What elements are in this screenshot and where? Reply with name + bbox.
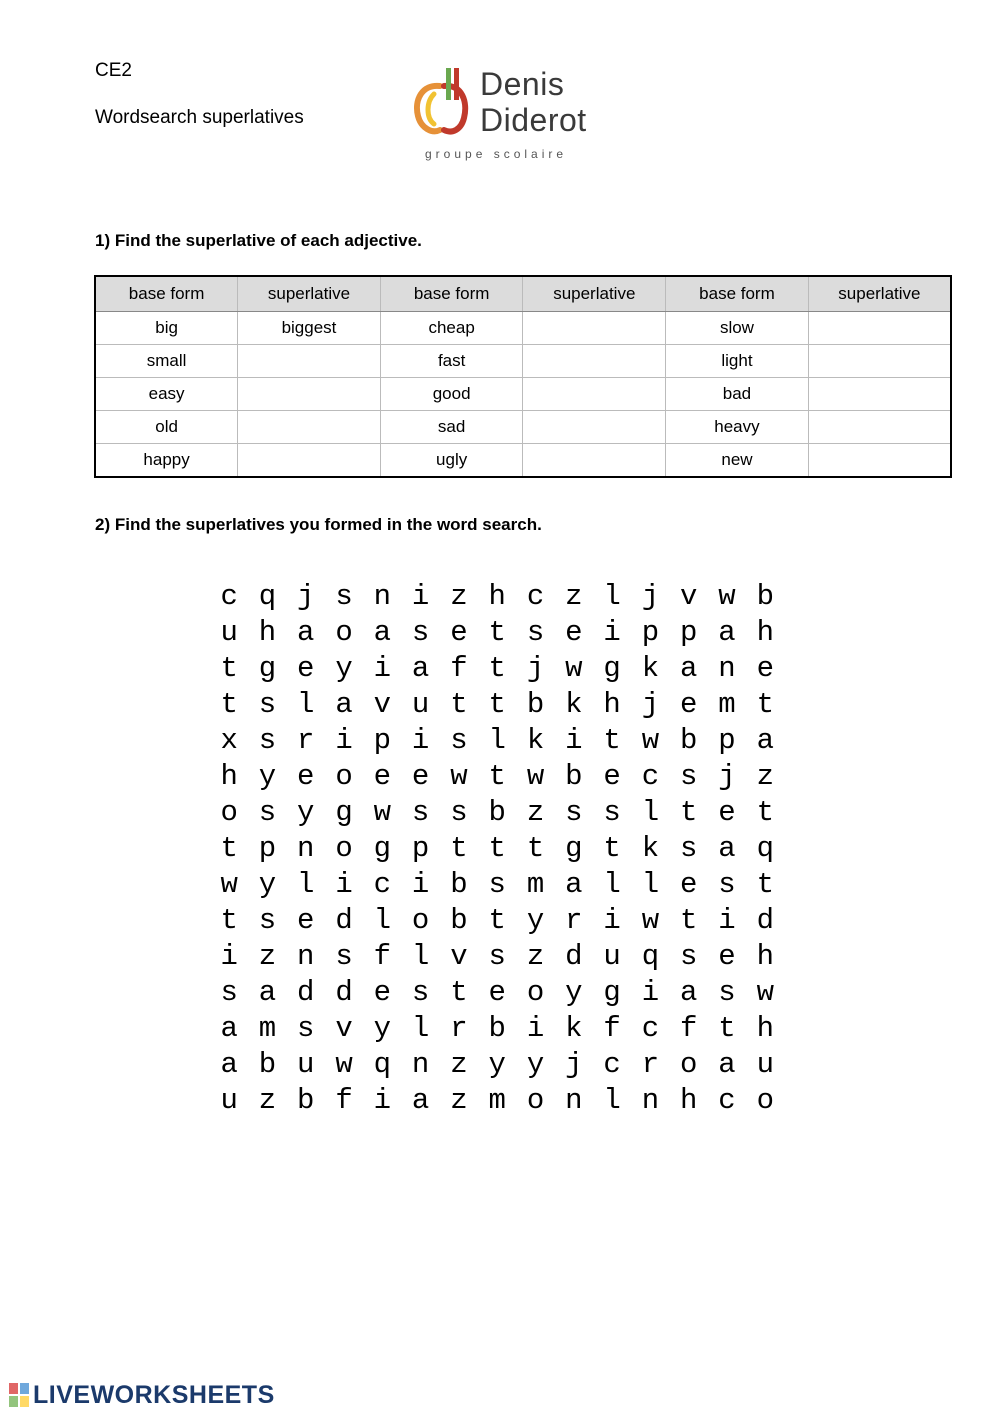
word-search-letter[interactable]: z: [526, 795, 545, 829]
word-search-letter[interactable]: e: [565, 615, 583, 649]
word-search-letter[interactable]: h: [756, 1011, 774, 1045]
word-search-letter[interactable]: s: [450, 723, 468, 757]
header-superlative: superlative: [238, 276, 381, 312]
word-search-letter[interactable]: d: [335, 975, 353, 1009]
base-form-cell: slow: [666, 312, 809, 345]
word-search-letter[interactable]: i: [526, 1011, 545, 1045]
word-search-letter[interactable]: z: [450, 1083, 468, 1117]
word-search-letter[interactable]: x: [220, 723, 238, 757]
word-search-letter[interactable]: a: [680, 651, 698, 685]
superlative-cell[interactable]: [523, 378, 666, 411]
word-search-letter[interactable]: a: [335, 687, 353, 721]
word-search-letter[interactable]: n: [297, 831, 315, 865]
word-search-letter[interactable]: t: [526, 831, 545, 865]
word-search-letter[interactable]: i: [641, 975, 660, 1009]
word-search-letter[interactable]: o: [526, 975, 545, 1009]
word-search-letter[interactable]: j: [641, 579, 660, 613]
word-search-letter[interactable]: s: [411, 975, 430, 1009]
word-search-letter[interactable]: g: [373, 831, 392, 865]
word-search-row: [210, 938, 784, 974]
word-search-letter[interactable]: e: [297, 903, 315, 937]
word-search-letter[interactable]: b: [258, 1047, 277, 1081]
word-search-letter[interactable]: e: [718, 939, 736, 973]
word-search-letter[interactable]: t: [756, 795, 774, 829]
word-search-letter[interactable]: e: [603, 759, 621, 793]
footer-brand: [8, 1377, 275, 1413]
word-search-letter[interactable]: d: [297, 975, 315, 1009]
word-search-letter[interactable]: s: [220, 975, 238, 1009]
word-search-letter[interactable]: b: [488, 1011, 506, 1045]
word-search-letter[interactable]: t: [603, 831, 621, 865]
word-search-letter[interactable]: w: [450, 759, 468, 793]
word-search-letter[interactable]: a: [718, 831, 736, 865]
word-search-letter[interactable]: n: [411, 1047, 430, 1081]
word-search-row: [210, 902, 784, 938]
superlative-cell[interactable]: [238, 345, 381, 378]
word-search-letter[interactable]: i: [411, 723, 430, 757]
word-search-letter[interactable]: t: [220, 651, 238, 685]
word-search-letter[interactable]: j: [641, 687, 660, 721]
word-search-letter[interactable]: n: [641, 1083, 660, 1117]
word-search-letter[interactable]: l: [297, 687, 315, 721]
word-search-letter[interactable]: w: [335, 1047, 353, 1081]
superlative-cell[interactable]: [808, 312, 951, 345]
word-search-letter[interactable]: s: [680, 759, 698, 793]
worksheet-title: Wordsearch superlatives: [95, 107, 304, 128]
word-search-letter[interactable]: k: [526, 723, 545, 757]
word-search-letter[interactable]: s: [258, 795, 277, 829]
word-search-letter[interactable]: u: [411, 687, 430, 721]
word-search-letter[interactable]: h: [258, 615, 277, 649]
word-search-letter[interactable]: o: [756, 1083, 774, 1117]
word-search-letter[interactable]: y: [335, 651, 353, 685]
word-search-letter[interactable]: b: [680, 723, 698, 757]
word-search-letter[interactable]: m: [258, 1011, 277, 1045]
word-search-row: [210, 650, 784, 686]
word-search-row: [210, 830, 784, 866]
word-search-letter[interactable]: w: [373, 795, 392, 829]
base-form-cell: easy: [95, 378, 238, 411]
word-search-letter[interactable]: k: [565, 1011, 583, 1045]
word-search-letter[interactable]: a: [220, 1047, 238, 1081]
word-search-letter[interactable]: g: [603, 651, 621, 685]
word-search-letter[interactable]: b: [488, 795, 506, 829]
word-search-letter[interactable]: q: [258, 579, 277, 613]
word-search-letter[interactable]: i: [411, 579, 430, 613]
word-search-letter[interactable]: e: [756, 651, 774, 685]
header-base-form: base form: [95, 276, 238, 312]
word-search-letter[interactable]: t: [220, 687, 238, 721]
word-search-letter[interactable]: o: [680, 1047, 698, 1081]
superlative-cell[interactable]: [808, 345, 951, 378]
word-search-letter[interactable]: y: [488, 1047, 506, 1081]
word-search-letter[interactable]: h: [603, 687, 621, 721]
logo-name-line2: Diderot: [480, 102, 587, 138]
word-search-letter[interactable]: a: [411, 651, 430, 685]
base-form-cell: cheap: [380, 312, 523, 345]
word-search-letter[interactable]: y: [258, 759, 277, 793]
word-search-letter[interactable]: c: [220, 579, 238, 613]
base-form-cell: bad: [666, 378, 809, 411]
word-search-letter[interactable]: a: [756, 723, 774, 757]
word-search-letter[interactable]: h: [756, 615, 774, 649]
word-search-letter[interactable]: n: [718, 651, 736, 685]
word-search-letter[interactable]: v: [373, 687, 392, 721]
word-search-letter[interactable]: i: [335, 723, 353, 757]
table-row: [95, 378, 951, 411]
word-search-letter[interactable]: s: [411, 795, 430, 829]
word-search-letter[interactable]: l: [641, 867, 660, 901]
word-search-letter[interactable]: y: [258, 867, 277, 901]
word-search-letter[interactable]: b: [756, 579, 774, 613]
word-search-letter[interactable]: s: [603, 795, 621, 829]
logo-subtitle: groupe scolaire: [425, 147, 568, 161]
word-search-letter[interactable]: t: [220, 831, 238, 865]
word-search-letter[interactable]: z: [258, 939, 277, 973]
word-search-letter[interactable]: t: [680, 795, 698, 829]
word-search-row: [210, 722, 784, 758]
word-search-letter[interactable]: g: [258, 651, 277, 685]
word-search-letter[interactable]: s: [680, 831, 698, 865]
word-search-letter[interactable]: i: [603, 903, 621, 937]
word-search-letter[interactable]: e: [450, 615, 468, 649]
word-search-letter[interactable]: q: [756, 831, 774, 865]
word-search-letter[interactable]: f: [680, 1011, 698, 1045]
word-search-letter[interactable]: v: [680, 579, 698, 613]
word-search-letter[interactable]: e: [373, 975, 392, 1009]
base-form-cell: good: [380, 378, 523, 411]
word-search-letter[interactable]: i: [411, 867, 430, 901]
word-search-letter[interactable]: z: [756, 759, 774, 793]
word-search-letter[interactable]: f: [603, 1011, 621, 1045]
word-search-letter[interactable]: s: [258, 903, 277, 937]
word-search-letter[interactable]: y: [373, 1011, 392, 1045]
word-search-letter[interactable]: s: [526, 615, 545, 649]
word-search-row: [210, 1046, 784, 1082]
word-search-letter[interactable]: p: [641, 615, 660, 649]
word-search-letter[interactable]: p: [680, 615, 698, 649]
word-search-letter[interactable]: o: [220, 795, 238, 829]
word-search-letter[interactable]: o: [335, 759, 353, 793]
word-search-letter[interactable]: i: [220, 939, 238, 973]
table-row: [95, 444, 951, 478]
word-search-letter[interactable]: f: [373, 939, 392, 973]
word-search-letter[interactable]: a: [373, 615, 392, 649]
word-search-letter[interactable]: z: [450, 1047, 468, 1081]
word-search-letter[interactable]: l: [411, 939, 430, 973]
word-search-letter[interactable]: g: [603, 975, 621, 1009]
word-search-letter[interactable]: p: [411, 831, 430, 865]
word-search-letter[interactable]: w: [641, 723, 660, 757]
word-search-letter[interactable]: l: [411, 1011, 430, 1045]
word-search-letter[interactable]: a: [718, 615, 736, 649]
word-search-letter[interactable]: e: [680, 687, 698, 721]
table-row: [95, 312, 951, 345]
word-search-letter[interactable]: v: [335, 1011, 353, 1045]
word-search-letter[interactable]: g: [335, 795, 353, 829]
superlative-cell: biggest: [238, 312, 381, 345]
logo-name-line1: Denis: [480, 66, 565, 102]
header-superlative: superlative: [808, 276, 951, 312]
word-search-letter[interactable]: q: [373, 1047, 392, 1081]
word-search-letter[interactable]: l: [373, 903, 392, 937]
superlative-cell[interactable]: [523, 312, 666, 345]
word-search-letter[interactable]: c: [526, 579, 545, 613]
word-search-letter[interactable]: u: [603, 939, 621, 973]
superlative-cell[interactable]: [238, 411, 381, 444]
superlative-cell[interactable]: [523, 444, 666, 478]
liveworksheets-logo-icon: [8, 1382, 30, 1408]
word-search-letter[interactable]: m: [526, 867, 545, 901]
word-search-letter[interactable]: l: [488, 723, 506, 757]
word-search-letter[interactable]: u: [220, 1083, 238, 1117]
word-search-letter[interactable]: h: [756, 939, 774, 973]
word-search-letter[interactable]: l: [603, 1083, 621, 1117]
word-search-letter[interactable]: f: [335, 1083, 353, 1117]
word-search-letter[interactable]: d: [756, 903, 774, 937]
word-search-letter[interactable]: s: [335, 939, 353, 973]
word-search-row: [210, 974, 784, 1010]
word-search-letter[interactable]: s: [488, 867, 506, 901]
base-form-cell: sad: [380, 411, 523, 444]
word-search-letter[interactable]: t: [450, 687, 468, 721]
base-form-cell: ugly: [380, 444, 523, 478]
word-search-letter[interactable]: e: [411, 759, 430, 793]
school-logo: [410, 64, 610, 164]
word-search-letter[interactable]: a: [411, 1083, 430, 1117]
word-search-letter[interactable]: k: [641, 831, 660, 865]
word-search-letter[interactable]: s: [450, 795, 468, 829]
word-search-letter[interactable]: i: [373, 1083, 392, 1117]
word-search-letter[interactable]: o: [335, 831, 353, 865]
word-search-letter[interactable]: l: [603, 579, 621, 613]
word-search-letter[interactable]: k: [641, 651, 660, 685]
base-form-cell: light: [666, 345, 809, 378]
word-search-grid: [210, 578, 784, 1118]
word-search-letter[interactable]: i: [335, 867, 353, 901]
word-search-letter[interactable]: w: [641, 903, 660, 937]
word-search-letter[interactable]: r: [641, 1047, 660, 1081]
word-search-letter[interactable]: p: [373, 723, 392, 757]
word-search-letter[interactable]: v: [450, 939, 468, 973]
word-search-letter[interactable]: y: [565, 975, 583, 1009]
word-search-letter[interactable]: u: [756, 1047, 774, 1081]
word-search-letter[interactable]: w: [718, 579, 736, 613]
word-search-letter[interactable]: i: [718, 903, 736, 937]
word-search-letter[interactable]: r: [450, 1011, 468, 1045]
word-search-letter[interactable]: s: [258, 723, 277, 757]
word-search-letter[interactable]: n: [565, 1083, 583, 1117]
word-search-letter[interactable]: t: [718, 1011, 736, 1045]
word-search-letter[interactable]: t: [680, 903, 698, 937]
superlative-cell[interactable]: [808, 444, 951, 478]
word-search-letter[interactable]: u: [297, 1047, 315, 1081]
word-search-letter[interactable]: t: [488, 831, 506, 865]
word-search-letter[interactable]: w: [565, 651, 583, 685]
word-search-letter[interactable]: a: [680, 975, 698, 1009]
word-search-letter[interactable]: j: [297, 579, 315, 613]
word-search-letter[interactable]: c: [641, 759, 660, 793]
word-search-letter[interactable]: n: [373, 579, 392, 613]
word-search-letter[interactable]: h: [488, 579, 506, 613]
base-form-cell: fast: [380, 345, 523, 378]
word-search-letter[interactable]: g: [565, 831, 583, 865]
word-search-letter[interactable]: s: [565, 795, 583, 829]
word-search-letter[interactable]: c: [718, 1083, 736, 1117]
superlative-cell[interactable]: [808, 378, 951, 411]
word-search-letter[interactable]: s: [411, 615, 430, 649]
word-search-letter[interactable]: a: [258, 975, 277, 1009]
word-search-letter[interactable]: z: [258, 1083, 277, 1117]
word-search-letter[interactable]: l: [297, 867, 315, 901]
word-search-letter[interactable]: z: [450, 579, 468, 613]
word-search-letter[interactable]: h: [680, 1083, 698, 1117]
word-search-letter[interactable]: b: [297, 1083, 315, 1117]
word-search-row: [210, 758, 784, 794]
word-search-letter[interactable]: c: [641, 1011, 660, 1045]
word-search-letter[interactable]: t: [488, 687, 506, 721]
word-search-letter[interactable]: u: [220, 615, 238, 649]
word-search-letter[interactable]: s: [258, 687, 277, 721]
word-search-letter[interactable]: e: [297, 651, 315, 685]
header-base-form: base form: [380, 276, 523, 312]
word-search-row: [210, 1082, 784, 1118]
superlative-cell[interactable]: [238, 378, 381, 411]
word-search-letter[interactable]: s: [718, 975, 736, 1009]
word-search-letter[interactable]: t: [488, 759, 506, 793]
word-search-letter[interactable]: o: [335, 615, 353, 649]
word-search-letter[interactable]: e: [373, 759, 392, 793]
base-form-cell: happy: [95, 444, 238, 478]
table-row: [95, 345, 951, 378]
footer-brand-text: LIVEWORKSHEETS: [33, 1380, 275, 1409]
word-search-letter[interactable]: p: [718, 723, 736, 757]
word-search-letter[interactable]: h: [220, 759, 238, 793]
word-search-letter[interactable]: j: [565, 1047, 583, 1081]
word-search-letter[interactable]: y: [526, 903, 545, 937]
word-search-row: [210, 614, 784, 650]
word-search-letter[interactable]: j: [526, 651, 545, 685]
base-form-cell: small: [95, 345, 238, 378]
header-superlative: superlative: [523, 276, 666, 312]
base-form-cell: big: [95, 312, 238, 345]
word-search-letter[interactable]: a: [565, 867, 583, 901]
word-search-row: [210, 686, 784, 722]
word-search-letter[interactable]: q: [641, 939, 660, 973]
word-search-letter[interactable]: s: [297, 1011, 315, 1045]
word-search-letter[interactable]: k: [565, 687, 583, 721]
word-search-letter[interactable]: z: [526, 939, 545, 973]
superlative-cell[interactable]: [523, 411, 666, 444]
header-base-form: base form: [666, 276, 809, 312]
word-search-letter[interactable]: t: [488, 903, 506, 937]
superlative-cell[interactable]: [238, 444, 381, 478]
word-search-letter[interactable]: m: [718, 687, 736, 721]
question-2: 2) Find the superlatives you formed in the word search.: [95, 515, 542, 534]
word-search-letter[interactable]: w: [220, 867, 238, 901]
word-search-letter[interactable]: e: [297, 759, 315, 793]
word-search-letter[interactable]: c: [373, 867, 392, 901]
word-search-letter[interactable]: p: [258, 831, 277, 865]
word-search-letter[interactable]: a: [718, 1047, 736, 1081]
word-search-letter[interactable]: s: [718, 867, 736, 901]
base-form-cell: new: [666, 444, 809, 478]
word-search-letter[interactable]: f: [450, 651, 468, 685]
word-search-row: [210, 866, 784, 902]
word-search-letter[interactable]: y: [526, 1047, 545, 1081]
word-search-letter[interactable]: o: [411, 903, 430, 937]
word-search-letter[interactable]: l: [641, 795, 660, 829]
adjective-table: [94, 275, 952, 478]
base-form-cell: old: [95, 411, 238, 444]
word-search-letter[interactable]: w: [756, 975, 774, 1009]
word-search-row: [210, 578, 784, 614]
word-search-letter[interactable]: t: [756, 687, 774, 721]
word-search-letter[interactable]: d: [565, 939, 583, 973]
word-search-letter[interactable]: t: [450, 975, 468, 1009]
word-search-letter[interactable]: d: [335, 903, 353, 937]
word-search-letter[interactable]: s: [488, 939, 506, 973]
word-search-letter[interactable]: y: [297, 795, 315, 829]
word-search-letter[interactable]: s: [335, 579, 353, 613]
word-search-letter[interactable]: b: [526, 687, 545, 721]
base-form-cell: heavy: [666, 411, 809, 444]
table-row: [95, 411, 951, 444]
word-search-letter[interactable]: b: [450, 867, 468, 901]
word-search-letter[interactable]: t: [488, 615, 506, 649]
word-search-letter[interactable]: m: [488, 1083, 506, 1117]
word-search-row: [210, 1010, 784, 1046]
word-search-letter[interactable]: t: [603, 723, 621, 757]
word-search-letter[interactable]: e: [488, 975, 506, 1009]
word-search-letter[interactable]: a: [220, 1011, 238, 1045]
word-search-letter[interactable]: r: [565, 903, 583, 937]
word-search-letter[interactable]: e: [680, 867, 698, 901]
word-search-letter[interactable]: w: [526, 759, 545, 793]
word-search-letter[interactable]: o: [526, 1083, 545, 1117]
word-search-letter[interactable]: t: [756, 867, 774, 901]
question-1: 1) Find the superlative of each adjective.: [95, 231, 422, 250]
superlative-cell[interactable]: [523, 345, 666, 378]
grade-label: CE2: [95, 60, 132, 81]
word-search-letter[interactable]: c: [603, 1047, 621, 1081]
word-search-letter[interactable]: b: [565, 759, 583, 793]
word-search-letter[interactable]: j: [718, 759, 736, 793]
word-search-letter[interactable]: i: [565, 723, 583, 757]
word-search-letter[interactable]: i: [373, 651, 392, 685]
word-search-letter[interactable]: b: [450, 903, 468, 937]
word-search-letter[interactable]: t: [220, 903, 238, 937]
word-search-letter[interactable]: e: [718, 795, 736, 829]
logo-apple-icon: [410, 64, 478, 144]
word-search-letter[interactable]: i: [603, 615, 621, 649]
word-search-letter[interactable]: n: [297, 939, 315, 973]
superlative-cell[interactable]: [808, 411, 951, 444]
word-search-row: [210, 794, 784, 830]
word-search-letter[interactable]: t: [450, 831, 468, 865]
word-search-letter[interactable]: t: [488, 651, 506, 685]
word-search-letter[interactable]: r: [297, 723, 315, 757]
word-search-letter[interactable]: l: [603, 867, 621, 901]
table-header-row: [95, 276, 951, 312]
word-search-letter[interactable]: s: [680, 939, 698, 973]
word-search-letter[interactable]: a: [297, 615, 315, 649]
word-search-letter[interactable]: z: [565, 579, 583, 613]
